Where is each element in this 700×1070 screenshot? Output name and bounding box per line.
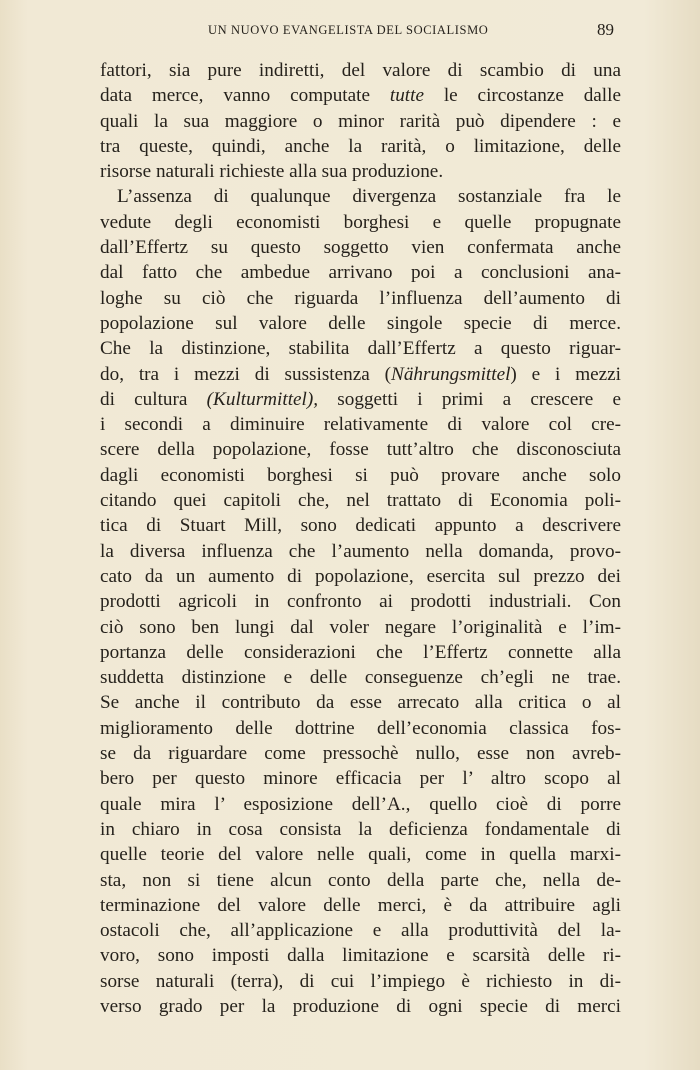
text-line [100,159,621,184]
text-line [100,893,621,918]
text-segment: sorse naturali (terra), di cui l’impiego è richiesto in di- [100,970,621,992]
text-segment: L’assenza di qualunque divergenza sostanziale fra le [117,186,621,208]
text-segment: cato da un aumento di popolazione, esercita sul prezzo dei [100,565,621,587]
text-segment: data merce, vanno computate [100,85,390,107]
text-line [100,184,621,209]
text-segment: verso grado per la produzione di ogni specie di merci [100,995,621,1017]
text-line [100,488,621,513]
body-text [100,58,621,1019]
text-segment: do, tra i mezzi di sussistenza ( [100,363,392,385]
text-segment: in chiaro in cosa consista la deficienza fondamentale di [100,818,621,840]
running-head [100,18,620,42]
text-line [100,716,621,741]
italic-text: Nährungsmittel [391,363,511,385]
text-line [100,58,621,83]
text-line [100,311,621,336]
text-segment: sta, non si tiene alcun conto della parte che, nella de- [100,869,621,891]
text-segment: scere della popolazione, fosse tutt’altro che disconosciuta [100,439,621,461]
text-segment: Se anche il contributo da esse arrecato alla critica o al [100,692,621,714]
text-line [100,412,621,437]
text-segment: quali la sua maggiore o minor rarità può dipendere : e [100,110,621,132]
text-segment: ) e i mezzi [510,363,621,385]
text-line [100,564,621,589]
running-title: UN NUOVO EVANGELISTA DEL SOCIALISMO [208,23,489,37]
text-line [100,539,621,564]
text-segment: vedute degli economisti borghesi e quelle propugnate [100,211,621,233]
text-line [100,336,621,361]
text-segment: quale mira l’ esposizione dell’A., quello cioè di porre [100,793,621,815]
text-segment: se da riguardare come pressochè nullo, esse non avreb- [100,743,621,765]
text-line [100,83,621,108]
text-line [100,286,621,311]
page-number: 89 [597,20,614,39]
text-line [100,868,621,893]
text-segment: popolazione sul valore delle singole specie di merce. [100,312,621,334]
text-line [100,615,621,640]
text-line [100,513,621,538]
text-line [100,235,621,260]
text-segment: portanza delle considerazioni che l’Effertz connette alla [100,641,621,663]
text-line [100,766,621,791]
text-line [100,589,621,614]
text-line [100,842,621,867]
text-line [100,994,621,1019]
text-segment: dagli economisti borghesi si può provare anche solo [100,464,621,486]
text-line [100,792,621,817]
text-segment: le circostanze dalle [423,85,621,107]
text-line [100,817,621,842]
text-line [100,463,621,488]
text-segment: risorse naturali richieste alla sua produzione. [100,161,444,183]
text-line [100,260,621,285]
text-segment: dall’Effertz su questo soggetto vien confermata anche [100,237,621,259]
text-line [100,918,621,943]
text-line [100,210,621,235]
text-segment: ostacoli che, all’applicazione e alla produttività del la- [100,920,621,942]
text-segment: miglioramento delle dottrine dell’economia classica fos- [100,717,621,739]
text-segment: Che la distinzione, stabilita dall’Effertz a questo riguar- [100,338,621,360]
text-segment: tra queste, quindi, anche la rarità, o limitazione, delle [100,135,621,157]
text-segment: ciò sono ben lungi dal voler negare l’originalità e l’im- [100,616,621,638]
text-segment: la diversa influenza che l’aumento nella domanda, provo- [100,540,621,562]
text-line [100,969,621,994]
text-line [100,362,621,387]
text-line [100,741,621,766]
text-segment: bero per questo minore efficacia per l’ altro scopo al [100,768,621,790]
italic-text: tutte [389,85,424,107]
text-segment: prodotti agricoli in confronto ai prodotti industriali. Con [100,591,621,613]
text-line [100,640,621,665]
text-line [100,437,621,462]
text-segment: tica di Stuart Mill, sono dedicati appunto a descrivere [100,515,621,537]
text-segment: citando quei capitoli che, nel trattato di Economia poli- [100,490,621,512]
text-line [100,943,621,968]
italic-text: (Kulturmittel), [206,388,319,410]
text-line [100,109,621,134]
text-segment: terminazione del valore delle merci, è da attribuire agli [100,894,621,916]
text-segment: dal fatto che ambedue arrivano poi a conclusioni ana- [100,262,621,284]
text-segment: suddetta distinzione e delle conseguenze ch’egli ne trae. [100,667,621,689]
text-segment: fattori, sia pure indiretti, del valore di scambio di una [100,60,621,81]
text-segment: soggetti i primi a crescere e [318,388,621,410]
text-line [100,134,621,159]
text-segment: voro, sono imposti dalla limitazione e scarsità delle ri- [100,945,621,967]
text-line [100,690,621,715]
text-segment: loghe su ciò che riguarda l’influenza dell’aumento di [100,287,621,309]
text-segment: quelle teorie del valore nelle quali, come in quella marxi- [100,844,621,866]
text-segment: i secondi a diminuire relativamente di valore col cre- [100,414,621,436]
text-line [100,665,621,690]
text-line [100,387,621,412]
text-segment: di cultura [100,388,207,410]
